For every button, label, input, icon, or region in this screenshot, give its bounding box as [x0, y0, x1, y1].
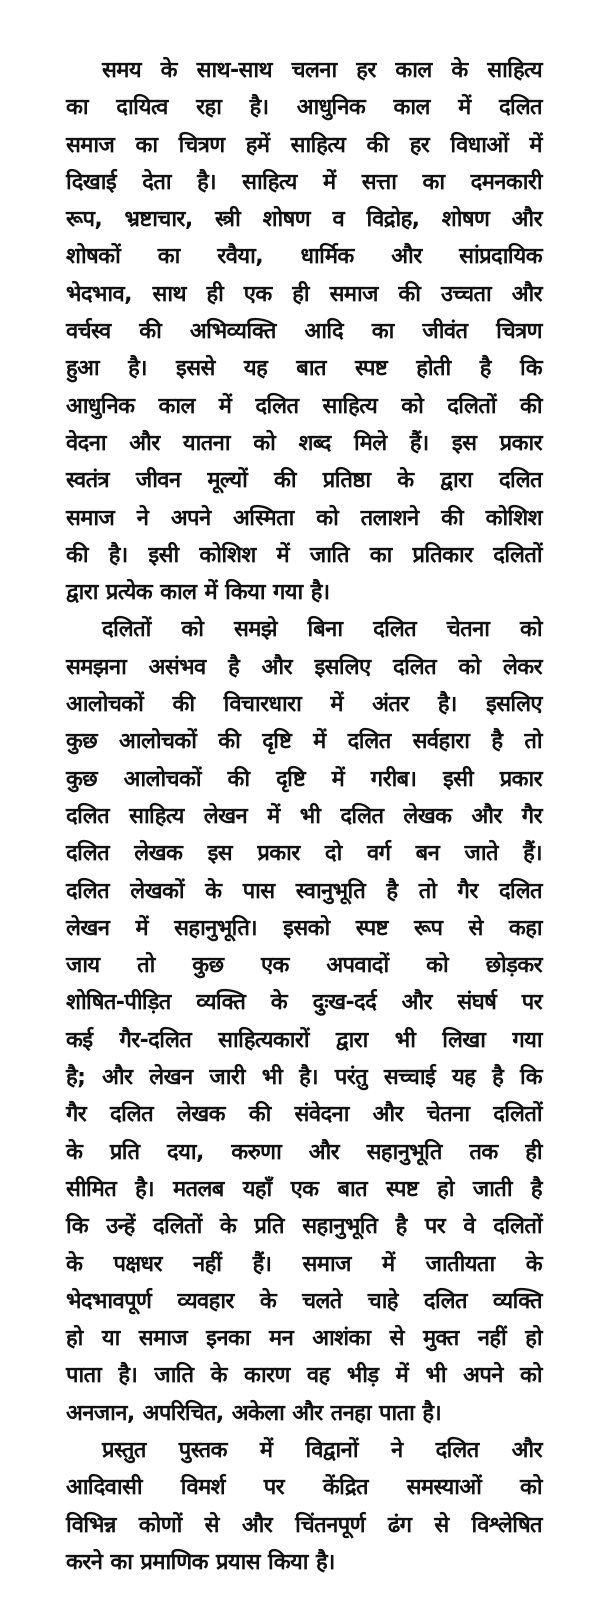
- text-line: स्वतंत्र जीवन मूल्यों की प्रतिष्ठा के द्वारा दलित: [66, 468, 542, 494]
- text-line: करने का प्रमाणिक प्रयास किया है।: [66, 1549, 335, 1575]
- text-line: विभिन्न कोणों से और चिंतनपूर्ण ढंग से विश्लेषित: [66, 1512, 542, 1538]
- text-line: समझना असंभव है और इसलिए दलित को लेकर: [66, 654, 542, 680]
- text-line: के पक्षधर नहीं हैं। समाज में जातीयता के: [66, 1251, 542, 1277]
- text-line: कुछ आलोचकों की दृष्टि में दलित सर्वहारा है तो: [66, 729, 542, 755]
- text-line: सीमित है। मतलब यहाँ एक बात स्पष्ट हो जाती है: [66, 1176, 542, 1202]
- paragraph-1: [66, 52, 542, 611]
- text-line: आलोचकों की विचारधारा में अंतर है। इसलिए: [66, 692, 542, 718]
- text-line: दलित लेखकों के पास स्वानुभूति है तो गैर दलित: [66, 878, 542, 904]
- text-line: शोषकों का रवैया, धार्मिक और सांप्रदायिक: [66, 244, 542, 270]
- text-line: रूप, भ्रष्टाचार, स्त्री शोषण व विद्रोह, शोषण और: [66, 207, 542, 233]
- text-line: आधुनिक काल में दलित साहित्य को दलितों की: [66, 393, 542, 419]
- text-line: की है। इसी कोशिश में जाति का प्रतिकार दलितों: [66, 542, 542, 568]
- text-line: वेदना और यातना को शब्द मिले हैं। इस प्रकार: [66, 430, 542, 456]
- text-line: समाज ने अपने अस्मिता को तलाशने की कोशिश: [66, 505, 542, 531]
- document-page: [66, 52, 542, 1581]
- text-line: पाता है। जाति के कारण वह भीड़ में भी अपने को: [66, 1363, 542, 1389]
- text-line: समय के साथ-साथ चलना हर काल के साहित्य: [102, 58, 542, 83]
- text-line: कि उन्हें दलितों के प्रति सहानुभूति है पर वे दलितों: [66, 1214, 542, 1240]
- text-line: कुछ आलोचकों की दृष्टि में गरीब। इसी प्रकार: [66, 766, 542, 792]
- text-line: है; और लेखन जारी भी है। परंतु सच्चाई यह है कि: [66, 1065, 542, 1091]
- text-line: का दायित्व रहा है। आधुनिक काल में दलित: [66, 95, 542, 121]
- text-line: के प्रति दया, करुणा और सहानुभूति तक ही: [66, 1139, 542, 1165]
- text-line: समाज का चित्रण हमें साहित्य की हर विधाओं में: [66, 132, 542, 158]
- text-line: प्रस्तुत पुस्तक में विद्वानों ने दलित और: [102, 1437, 542, 1463]
- text-line: गैर दलित लेखक की संवेदना और चेतना दलितों: [66, 1102, 542, 1128]
- text-line: द्वारा प्रत्येक काल में किया गया है।: [66, 580, 330, 606]
- text-line: दलित साहित्य लेखन में भी दलित लेखक और गैर: [66, 803, 542, 829]
- text-line: दिखाई देता है। साहित्य में सत्ता का दमनकारी: [66, 169, 542, 195]
- text-line: अनजान, अपरिचित, अकेला और तनहा पाता है।: [66, 1400, 442, 1426]
- text-line: आदिवासी विमर्श पर केंद्रित समस्याओं को: [66, 1475, 542, 1501]
- text-line: हो या समाज इनका मन आशंका से मुक्त नहीं हो: [66, 1326, 542, 1352]
- text-line: शोषित-पीड़ित व्यक्ति के दुःख-दर्द और संघर्ष पर: [66, 990, 542, 1016]
- text-line: लेखन में सहानुभूति। इसको स्पष्ट रूप से कहा: [66, 915, 542, 941]
- text-line: हुआ है। इससे यह बात स्पष्ट होती है कि: [66, 356, 542, 382]
- text-line: वर्चस्व की अभिव्यक्ति आदि का जीवंत चित्रण: [66, 319, 542, 345]
- text-line: भेदभावपूर्ण व्यवहार के चलते चाहे दलित व्यक्ति: [66, 1288, 542, 1314]
- paragraph-2: [66, 611, 542, 1432]
- text-line: दलित लेखक इस प्रकार दो वर्ग बन जाते हैं।: [66, 841, 542, 867]
- text-line: भेदभाव, साथ ही एक ही समाज की उच्चता और: [66, 281, 542, 307]
- paragraph-3: [66, 1432, 542, 1581]
- text-line: दलितों को समझे बिना दलित चेतना को: [102, 617, 542, 643]
- text-line: कई गैर-दलित साहित्यकारों द्वारा भी लिखा गया: [66, 1027, 542, 1053]
- text-line: जाय तो कुछ एक अपवादों को छोड़कर: [66, 953, 542, 979]
